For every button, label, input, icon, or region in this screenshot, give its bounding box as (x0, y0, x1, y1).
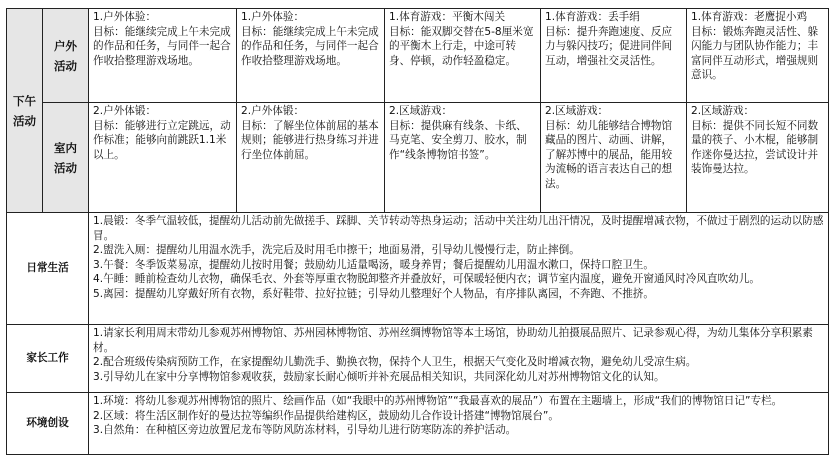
afternoon-indoor-row (7, 103, 829, 213)
day2-outdoor-cell (237, 9, 385, 103)
parents-item-3: 3.引导幼儿在家中分享博物馆参观收获，鼓励家长耐心倾听并补充展品相关知识，共同深化幼儿对苏州博物馆文化的认知。 (93, 370, 665, 383)
day1-indoor-goal: 目标：能够进行立定跳远，动作标准；能够向前跳跃1.1米以上。 (93, 119, 231, 161)
day2-indoor-goal: 目标：了解坐位体前屈的基本规则；能够进行热身练习并进行坐位体前屈。 (241, 119, 379, 161)
environment-header-cell (7, 393, 89, 455)
daily-life-label: 日常生活 (26, 262, 69, 275)
day2-indoor-cell (237, 103, 385, 213)
day1-outdoor-title: 1.户外体验： (93, 11, 157, 23)
daily-life-item-3: 3.午餐：冬季饭菜易凉，提醒幼儿按时用餐；鼓励幼儿适量喝汤，暖身养胃；餐后提醒幼儿用温水漱口，保持口腔卫生。 (93, 258, 654, 271)
day3-indoor-title: 2.区域游戏： (389, 105, 453, 117)
environment-item-2: 2.区域：将生活区制作好的曼达拉等编织作品提供给建构区，鼓励幼儿合作设计搭建“博物馆展台”。 (93, 409, 560, 422)
environment-content (89, 393, 829, 455)
afternoon-label: 下午活动 (13, 93, 36, 128)
day2-outdoor-title: 1.户外体验： (241, 11, 305, 23)
outdoor-label: 户外活动 (54, 38, 77, 73)
daily-life-header-cell (7, 213, 89, 325)
day4-outdoor-cell (541, 9, 687, 103)
day5-outdoor-cell (687, 9, 829, 103)
indoor-header-cell (43, 103, 89, 213)
day2-outdoor-goal: 目标：能继续完成上午未完成的作品和任务，与同伴一起合作收拾整理游戏场地。 (241, 25, 379, 67)
outdoor-header-cell (43, 9, 89, 103)
day1-indoor-title: 2.户外体锻： (93, 105, 157, 117)
day1-indoor-cell (89, 103, 237, 213)
parents-label: 家长工作 (26, 352, 69, 365)
day2-indoor-title: 2.户外体锻： (241, 105, 305, 117)
environment-row (7, 393, 829, 455)
parents-item-2: 2.配合班级传染病预防工作，在家提醒幼儿勤洗手、勤换衣物，保持个人卫生，根据天气变化及时增减衣物，避免幼儿受凉生病。 (93, 356, 697, 369)
daily-life-item-4: 4.午睡：睡前检查幼儿衣物，确保毛衣、外套等厚重衣物脱卸整齐并叠放好，可保暖轻便内衣；调节室内温度，避免开窗通风时冷风直吹幼儿。 (93, 273, 760, 286)
day3-outdoor-cell (385, 9, 541, 103)
afternoon-outdoor-row (7, 9, 829, 103)
environment-label: 环境创设 (26, 417, 69, 430)
day5-indoor-title: 2.区域游戏： (691, 105, 755, 117)
parents-header-cell (7, 325, 89, 393)
day3-indoor-cell (385, 103, 541, 213)
day4-outdoor-goal: 目标：提升奔跑速度、反应力与躲闪技巧；促进同伴间互动，增强社交灵活性。 (545, 25, 673, 67)
day5-outdoor-title: 1.体育游戏：老鹰捉小鸡 (691, 11, 808, 23)
environment-item-1: 1.环境：将幼儿参观苏州博物馆的照片、绘画作品（如“我眼中的苏州博物馆”“我最喜欢的展品”）布置在主题墙上，形成“我们的博物馆日记”专栏。 (93, 395, 783, 407)
day3-indoor-goal: 目标：提供麻有线条、卡纸、马克笔、安全剪刀、胶水，制作“线条博物馆书签”。 (389, 119, 527, 161)
weekly-plan-table (6, 8, 829, 455)
daily-life-content (89, 213, 829, 325)
afternoon-header-cell (7, 9, 43, 213)
day4-indoor-title: 2.区域游戏： (545, 105, 609, 117)
daily-life-item-2: 2.盥洗入厕：提醒幼儿用温水洗手，洗完后及时用毛巾擦干；地面易滑，引导幼儿慢慢行走，防止摔倒。 (93, 244, 580, 257)
day3-outdoor-title: 1.体育游戏：平衡木闯关 (389, 11, 506, 23)
parents-content (89, 325, 829, 393)
daily-life-item-5: 5.离园：提醒幼儿穿戴好所有衣物，系好鞋带、拉好拉链；引导幼儿整理好个人物品，有序排队离园，不奔跑、不推挤。 (93, 287, 654, 300)
indoor-label: 室内活动 (54, 140, 77, 175)
day4-indoor-cell (541, 103, 687, 213)
day5-indoor-cell (687, 103, 829, 213)
day5-indoor-goal: 目标：提供不同长短不同数量的筷子、小木棍，能够制作迷你曼达拉，尝试设计并装饰曼达拉。 (691, 119, 819, 176)
day4-outdoor-title: 1.体育游戏：丢手绢 (545, 11, 640, 23)
day4-indoor-goal: 目标：幼儿能够结合博物馆藏品的图片、动画、讲解，了解苏博中的展品，能用较为流畅的语言表达自己的想法。 (545, 119, 673, 190)
day5-outdoor-goal: 目标：锻炼奔跑灵活性、躲闪能力与团队协作能力；丰富同伴互动形式，增强规则意识。 (691, 25, 819, 82)
day3-outdoor-goal: 目标：能双脚交替在5-8厘米宽的平衡木上行走，中途可转身、停顿，动作轻盈稳定。 (389, 25, 534, 67)
day1-outdoor-goal: 目标：能继续完成上午未完成的作品和任务，与同伴一起合作收拾整理游戏场地。 (93, 25, 231, 67)
daily-life-row (7, 213, 829, 325)
daily-life-item-1: 1.晨锻：冬季气温较低，提醒幼儿活动前先做搓手、踩脚、关节转动等热身运动；活动中关注幼儿出汗情况，及时提醒增减衣物，不做过于剧烈的运动以防感冒。 (93, 215, 824, 242)
environment-item-3: 3.自然角：在种植区旁边放置尼龙布等防风防冻材料，引导幼儿进行防寒防冻的养护活动。 (93, 424, 517, 437)
parents-row (7, 325, 829, 393)
parents-item-1: 1.请家长利用周末带幼儿参观苏州博物馆、苏州园林博物馆、苏州丝绸博物馆等本土场馆，协助幼儿拍摄展品照片、记录参观心得，为幼儿集体分享积累素材。 (93, 327, 813, 354)
day1-outdoor-cell (89, 9, 237, 103)
